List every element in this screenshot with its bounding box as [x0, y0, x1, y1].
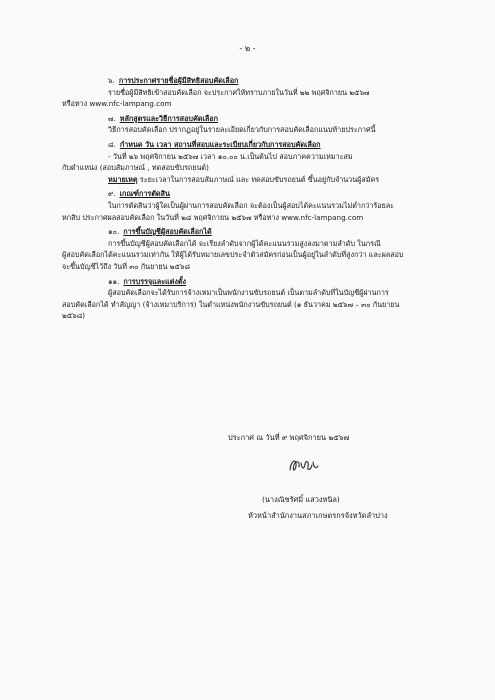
section-10-text-1: การขึ้นบัญชีผู้สอบคัดเลือกได้ จะเรียงลำดับจากผู้ได้คะแนนรวมสูงลงมาตามลำดับ ในกรณี [108, 238, 381, 248]
section-9-text-1: ในการตัดสินว่าผู้ใดเป็นผู้ผ่านการสอบคัดเลือก จะต้องเป็นผู้สอบได้คะแนนรวมไม่ต่ำกว่าร้อยละ [108, 200, 395, 210]
section-10-text-3: จะขึ้นบัญชีไว้ถึง วันที่ ๓๐ กันยายน ๒๕๖๘ [62, 261, 191, 271]
section-11-heading: ๑๑. การบรรจุและแต่งตั้ง [108, 276, 187, 286]
section-7-text-1: วิธีการสอบคัดเลือก ปรากฏอยู่ในรายละเอียดเกี่ยวกับการสอบคัดเลือกแนบท้ายประกาศนี้ [108, 125, 376, 135]
section-10-text-2: ผู้สอบคัดเลือกได้คะแนนรวมเท่ากัน ให้ผู้ได้รับหมายเลขประจำตัวสมัครก่อนเป็นผู้อยู่ในลำดับที่สูงกว่า และผลสอบ [62, 250, 404, 260]
page-number: - ๒ - [239, 44, 256, 53]
section-8-note [62, 174, 442, 186]
section-11-text-1: ผู้สอบคัดเลือกจะได้รับการจ้างเหมาเป็นพนักงานขับรถยนต์ เป็นตามลำดับที่ในบัญชีผู้ผ่านการ [108, 288, 389, 298]
handwritten-signature [287, 454, 321, 476]
section-9-heading: ๙. เกณฑ์การตัดสิน [108, 189, 170, 199]
section-7-heading: ๗. หลักสูตรและวิธีการสอบคัดเลือก [108, 113, 218, 123]
section-6-heading: ๖. การประกาศรายชื่อผู้มีสิทธิสอบคัดเลือก [108, 76, 239, 85]
note-text: ระยะเวลาในการสอบสัมภาษณ์ และ ทดสอบขับรถยนต์ ขึ้นอยู่กับจำนวนผู้สมัคร [137, 174, 380, 184]
announcement-date: ประกาศ ณ วันที่ ๙ พฤศจิกายน ๒๕๖๗ [228, 433, 350, 442]
section-6-text-2: หรือทาง www.nfc-lampang.com [62, 99, 172, 109]
section-8-text-2: กับตำแหน่ง (สอบสัมภาษณ์ , ทดสอบขับรถยนต์) [62, 163, 209, 173]
section-8-text-1: - วันที่ ๒๖ พฤศจิกายน ๒๕๖๗ เวลา ๑๐.๐๐ น.เป็นต้นไป สอบภาคความเหมาะสม [108, 151, 353, 161]
section-6-text-1: รายชื่อผู้มีสิทธิเข้าสอบคัดเลือก จะประกาศให้ทราบภายในวันที่ ๒๒ พฤศจิกายน ๒๕๖๗ [108, 87, 370, 97]
section-8-heading: ๘. กำหนด วัน เวลา สถานที่สอบและระเบียบเกี่ยวกับการสอบคัดเลือก [108, 139, 321, 149]
section-11-text-2: สอบคัดเลือกได้ ทำสัญญา (จ้างเหมาบริการ) ในตำแหน่งพนักงานขับรถยนต์ (๑ ธันวาคม ๒๕๖๗ – ๓๐ กันยายน [62, 299, 400, 309]
signatory-name: (นางณิชรัศมิ์ แสวงหนิล) [262, 495, 340, 504]
section-9-text-2: หกสิบ ประกาศผลสอบคัดเลือก ในวันที่ ๒๘ พฤศจิกายน ๒๕๖๗ หรือทาง www.nfc-lampang.com [62, 212, 364, 222]
signatory-title: หัวหน้าสำนักงานสภาเกษตรกรจังหวัดลำปาง [248, 511, 388, 520]
section-11-text-3: ๒๕๖๘) [62, 311, 86, 321]
document-body [62, 72, 442, 322]
section-10-heading: ๑๐. การขึ้นบัญชีผู้สอบคัดเลือกได้ [108, 227, 212, 237]
note-label: หมายเหตุ [108, 174, 138, 184]
